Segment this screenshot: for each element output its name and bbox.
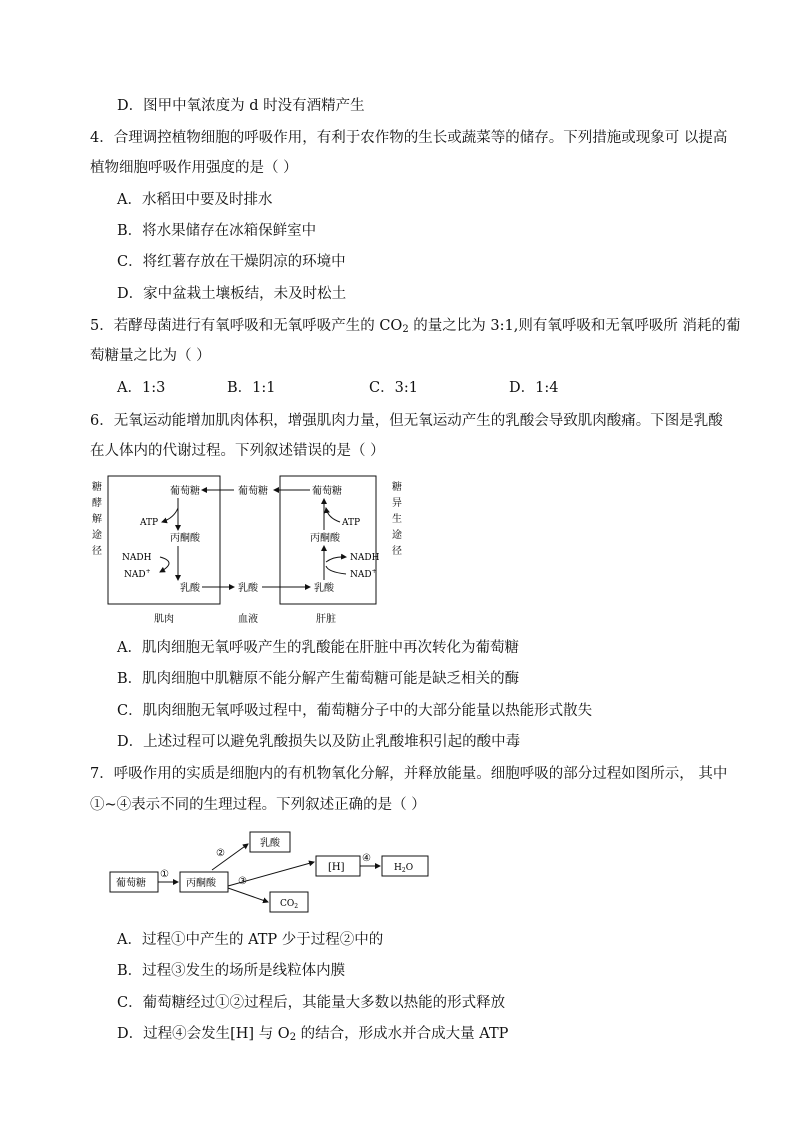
q5-option-a: A．1:3	[117, 380, 166, 396]
q6-stem-line2: 在人体内的代谢过程。下列叙述错误的是（ ）	[90, 443, 385, 459]
q4-option-a: A．水稻田中要及时排水	[117, 192, 273, 208]
q7-option-d: D．过程④会发生[H] 与 $O_2$ 的结合，形成水并合成大量 ATP	[117, 1026, 509, 1043]
liver-glucose: 葡萄糖	[312, 486, 342, 497]
glucose-label: 葡萄糖	[116, 878, 146, 889]
q7-option-a: A．过程①中产生的 ATP 少于过程②中的	[117, 932, 384, 948]
lactate-metabolism-diagram	[88, 470, 418, 630]
co2-label: $CO_2$	[280, 899, 299, 910]
q4-stem-line2: 植物细胞呼吸作用强度的是（ ）	[90, 160, 298, 176]
q4-option-c: C．将红薯存放在干燥阴凉的环境中	[117, 254, 346, 270]
water-label: $H_2O$	[394, 863, 414, 874]
svg-text:径: 径	[92, 546, 102, 557]
glycolysis-pathway-label	[92, 480, 102, 557]
q3-option-d: D．图甲中氧浓度为 d 时没有酒精产生	[117, 98, 365, 114]
liver-nadh: NADH	[350, 553, 380, 563]
q5-option-c: C．3:1	[369, 380, 418, 396]
svg-text:解: 解	[92, 514, 102, 525]
h-label: [H]	[328, 862, 345, 873]
liver-label: 肝脏	[316, 614, 336, 625]
svg-text:糖: 糖	[92, 482, 102, 493]
lactate-label: 乳酸	[260, 838, 280, 849]
q6-option-d: D．上述过程可以避免乳酸损失以及防止乳酸堆积引起的酸中毒	[117, 734, 521, 750]
muscle-nadh-arrow	[160, 557, 169, 572]
muscle-pyruvate: 丙酮酸	[170, 533, 200, 544]
muscle-glucose: 葡萄糖	[170, 486, 200, 497]
muscle-atp-arrow	[162, 508, 178, 522]
muscle-nadh: NADH	[122, 553, 152, 563]
cell-respiration-diagram	[108, 826, 438, 918]
q6-option-b: B．肌肉细胞中肌糖原不能分解产生葡萄糖可能是缺乏相关的酶	[117, 671, 520, 687]
svg-text:生: 生	[392, 514, 402, 525]
blood-lactate: 乳酸	[238, 583, 258, 594]
q7-option-b: B．过程③发生的场所是线粒体内膜	[117, 963, 346, 979]
svg-text:异: 异	[392, 498, 402, 509]
muscle-lactate: 乳酸	[180, 583, 200, 594]
q6-option-a: A．肌肉细胞无氧呼吸产生的乳酸能在肝脏中再次转化为葡萄糖	[117, 640, 519, 656]
liver-lactate: 乳酸	[314, 583, 334, 594]
liver-atp-arrow	[326, 508, 340, 522]
liver-nadh-arrow	[326, 557, 346, 562]
blood-glucose: 葡萄糖	[238, 486, 268, 497]
muscle-atp: ATP	[140, 518, 159, 528]
q7-stem-line2: ①~④表示不同的生理过程。下列叙述正确的是（ ）	[90, 797, 426, 813]
q4-stem-line1: 4．合理调控植物细胞的呼吸作用，有利于农作物的生长或蔬菜等的储存。下列措施或现象可 以提高	[90, 130, 728, 146]
step1-label: ①	[160, 869, 169, 880]
q6-option-c: C．肌肉细胞无氧呼吸过程中，葡萄糖分子中的大部分能量以热能形式散失	[117, 703, 593, 719]
svg-text:糖: 糖	[392, 482, 402, 493]
muscle-label: 肌肉	[154, 614, 174, 625]
step2-label: ②	[216, 848, 225, 859]
muscle-nad: NAD+	[124, 568, 151, 580]
q5-stem-line1: 5．若酵母菌进行有氧呼吸和无氧呼吸产生的 $CO_2$ 的量之比为 3:1,则有氧呼吸和无氧呼吸所 消耗的葡	[90, 318, 741, 335]
q7-option-c: C．葡萄糖经过①②过程后，其能量大多数以热能的形式释放	[117, 995, 506, 1011]
liver-pyruvate: 丙酮酸	[310, 533, 340, 544]
q5-option-d: D．1:4	[509, 380, 559, 396]
q4-option-b: B．将水果储存在冰箱保鲜室中	[117, 223, 317, 239]
svg-text:酵: 酵	[92, 498, 102, 509]
svg-text:途: 途	[92, 530, 102, 541]
step3-label: ③	[238, 876, 247, 887]
step3-arrow-co2	[228, 888, 268, 902]
q5-stem-line2: 萄糖量之比为（ ）	[90, 348, 211, 364]
pyruvate-label: 丙酮酸	[186, 878, 216, 889]
gluconeogenesis-pathway-label	[392, 480, 402, 557]
svg-text:径: 径	[392, 546, 402, 557]
step4-label: ④	[362, 853, 371, 864]
svg-text:途: 途	[392, 530, 402, 541]
liver-nad-arrow	[326, 566, 346, 574]
blood-label: 血液	[238, 614, 258, 625]
q5-option-b: B．1:1	[227, 380, 276, 396]
liver-nad: NAD+	[350, 568, 377, 580]
q7-stem-line1: 7．呼吸作用的实质是细胞内的有机物氧化分解，并释放能量。细胞呼吸的部分过程如图所示， 其中	[90, 766, 728, 782]
q4-option-d: D．家中盆栽土壤板结，未及时松土	[117, 286, 347, 302]
q6-stem-line1: 6．无氧运动能增加肌肉体积，增强肌肉力量，但无氧运动产生的乳酸会导致肌肉酸痛。下图是乳酸	[90, 413, 723, 429]
liver-atp: ATP	[342, 518, 361, 528]
muscle-box	[108, 476, 220, 604]
